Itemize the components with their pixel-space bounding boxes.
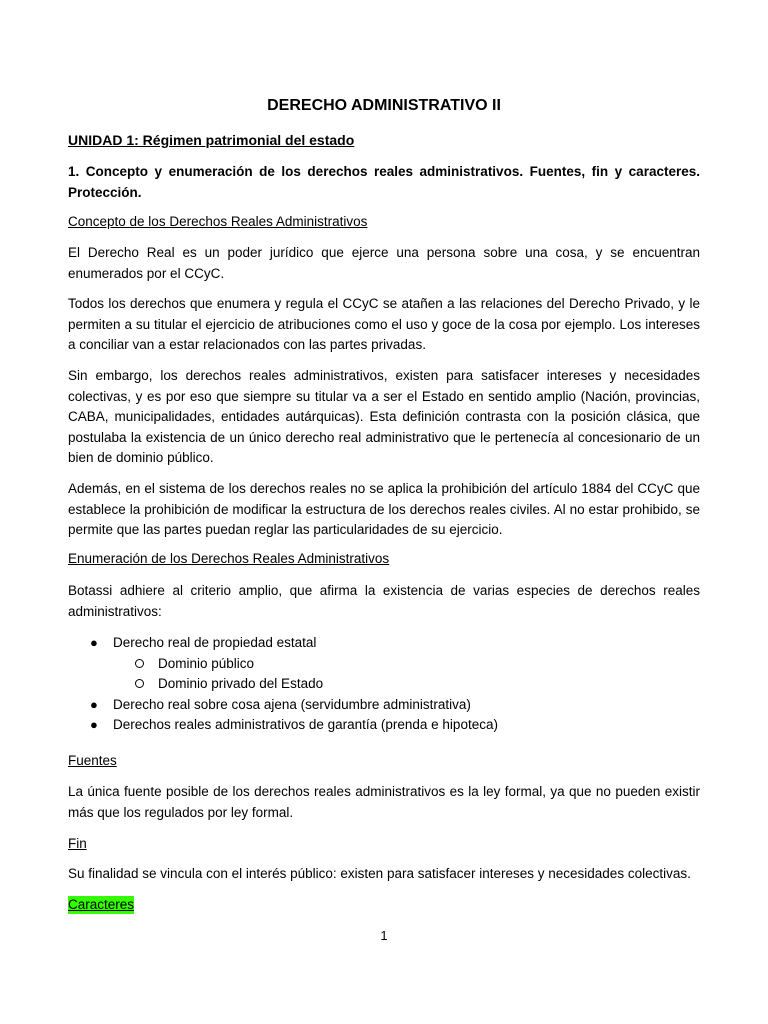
concept-paragraph-1: El Derecho Real es un poder jurídico que ejerce una persona sobre una cosa, y se encuentran enumerados por el CCyC.	[68, 245, 700, 281]
list-item	[68, 715, 700, 736]
list-subitem-label: Dominio público	[158, 655, 255, 671]
hollow-bullet-icon	[135, 659, 144, 668]
document-title: DERECHO ADMINISTRATIVO II	[267, 97, 501, 114]
hollow-bullet-icon	[135, 679, 144, 688]
list-item-label: Derecho real sobre cosa ajena (servidumbre administrativa)	[113, 696, 471, 712]
enumeration-heading: Enumeración de los Derechos Reales Administrativos	[68, 551, 390, 566]
sources-text: La única fuente posible de los derechos reales administrativos es la ley formal, ya que no pueden existir más que los regulados por ley formal.	[68, 784, 700, 820]
concept-heading: Concepto de los Derechos Reales Administrativos	[68, 214, 368, 229]
bullet-icon: ●	[90, 717, 98, 732]
list-item	[68, 633, 700, 654]
list-subitem	[68, 674, 700, 695]
list-item-label: Derecho real de propiedad estatal	[113, 635, 317, 650]
page-number: 1	[380, 928, 388, 943]
concept-paragraph-3: Sin embargo, los derechos reales administrativos, existen para satisfacer intereses y necesidades colectivas, y es por eso que siempre su titular va a ser el Estado en sentido amplio (Nación, provincias, CABA, municipalidades, entidades autárquicas). Esta definición contrasta con la posición clásica, que postulaba la existencia de un único derecho real administrativo que le pertenecía al concesionario de un bien de dominio público.	[68, 368, 700, 465]
purpose-heading: Fin	[68, 836, 87, 851]
enumeration-intro: Botassi adhiere al criterio amplio, que afirma la existencia de varias especies de derechos reales administrativos:	[68, 583, 700, 619]
list-subitem	[68, 654, 700, 675]
bullet-icon: ●	[90, 635, 98, 650]
rights-list	[68, 633, 700, 736]
section-title: 1. Concepto y enumeración de los derechos reales administrativos. Fuentes, fin y caracteres. Protección.	[68, 164, 700, 200]
sources-heading: Fuentes	[68, 753, 117, 768]
characters-heading: Caracteres	[68, 897, 135, 912]
concept-paragraph-2: Todos los derechos que enumera y regula el CCyC se atañen a las relaciones del Derecho Privado, y le permiten a su titular el ejercicio de atribuciones como el uso y goce de la cosa por ejemplo. Los intereses a conciliar van a estar relacionados con las partes privadas.	[68, 296, 700, 352]
concept-paragraph-4: Además, en el sistema de los derechos reales no se aplica la prohibición del artículo 1884 del CCyC que establece la prohibición de modificar la estructura de los derechos reales civiles. Al no estar prohibido, se permite que las partes puedan reglar las particularidades de su ejercicio.	[68, 481, 700, 537]
purpose-text: Su finalidad se vincula con el interés público: existen para satisfacer intereses y necesidades colectivas.	[68, 866, 691, 881]
bullet-icon: ●	[90, 696, 98, 712]
list-subitem-label: Dominio privado del Estado	[158, 676, 324, 691]
unit-heading: UNIDAD 1: Régimen patrimonial del estado	[68, 132, 355, 148]
list-item-label: Derechos reales administrativos de garantía (prenda e hipoteca)	[113, 717, 498, 732]
list-item	[68, 695, 700, 716]
document-page	[68, 0, 700, 1024]
